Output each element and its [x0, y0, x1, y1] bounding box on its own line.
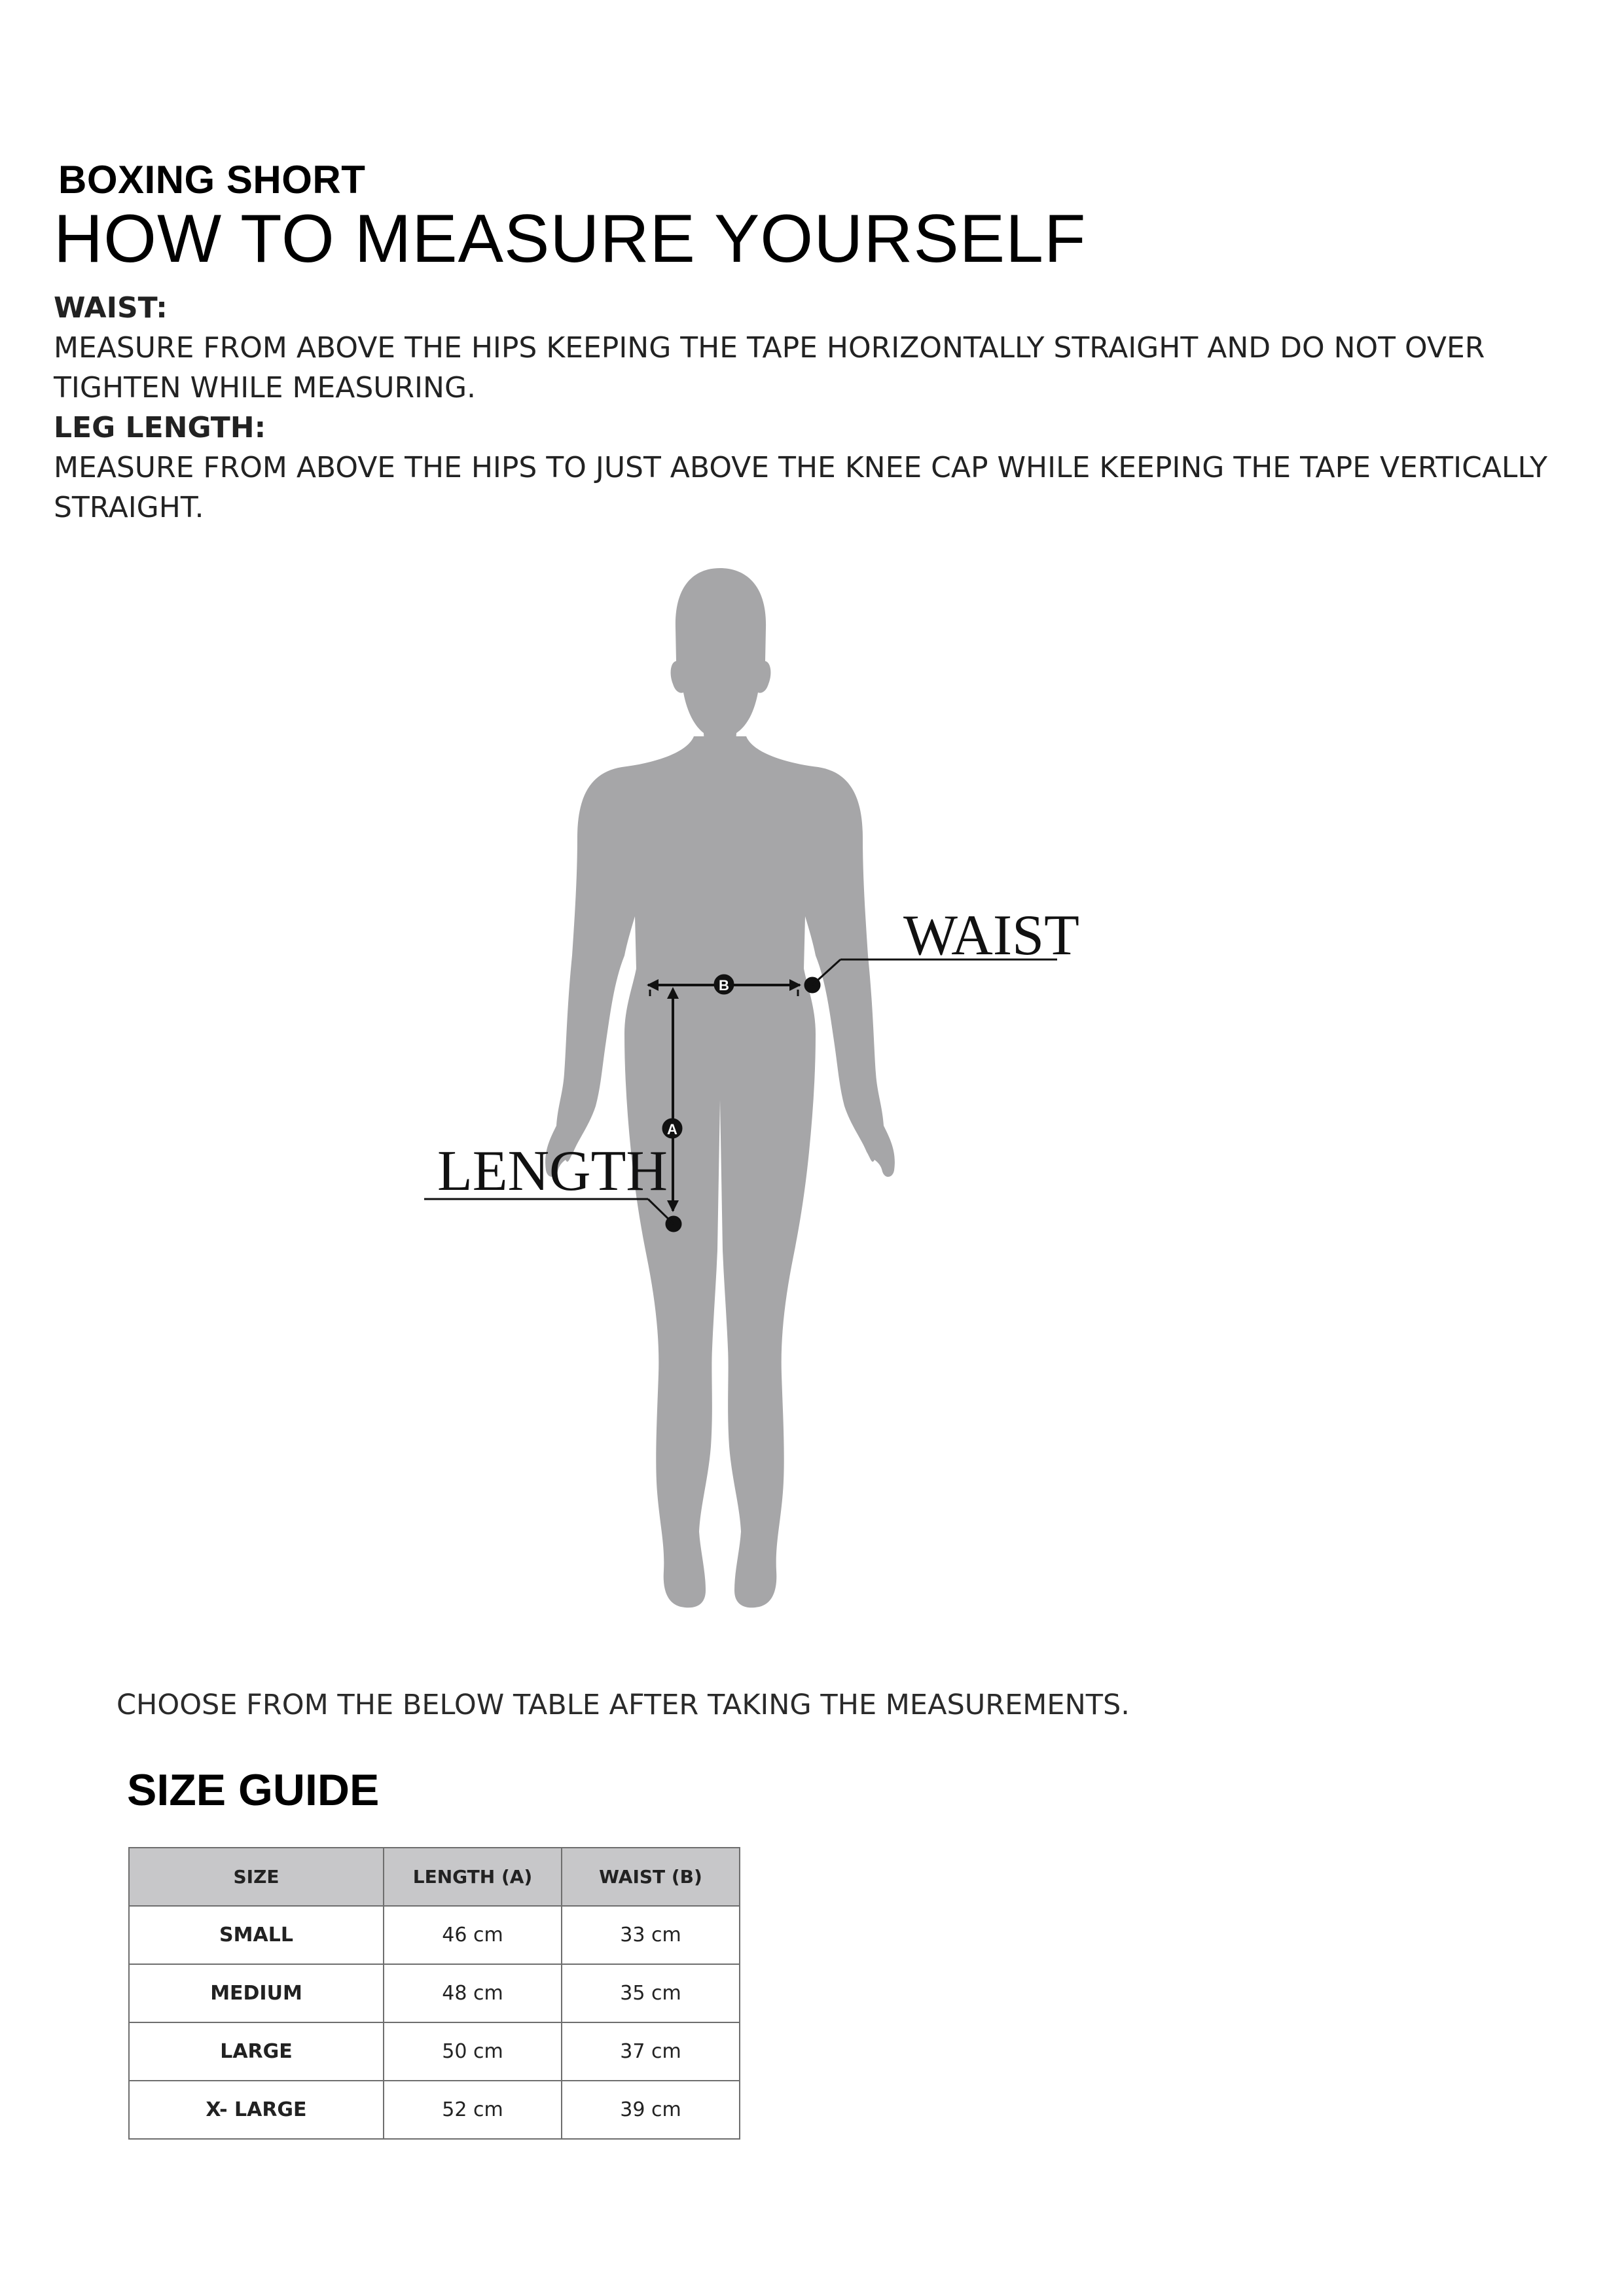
header-size: SIZE: [129, 1848, 384, 1906]
table-header-row: [129, 1848, 740, 1906]
page-title: HOW TO MEASURE YOURSELF: [54, 201, 1087, 277]
body-silhouette: [545, 568, 895, 1607]
size-cell: LARGE: [129, 2022, 384, 2081]
body-silhouette-diagram: [0, 543, 1624, 1617]
waist-cell: 35 cm: [562, 1964, 740, 2022]
table-row: [129, 1964, 740, 2022]
size-cell: SMALL: [129, 1906, 384, 1964]
table-row: [129, 2081, 740, 2139]
marker-b-letter: B: [719, 977, 729, 994]
waist-cell: 33 cm: [562, 1906, 740, 1964]
choose-instruction: CHOOSE FROM THE BELOW TABLE AFTER TAKING THE MEASUREMENTS.: [117, 1689, 1130, 1721]
length-label: LENGTH: [437, 1139, 668, 1203]
marker-a-letter: A: [667, 1121, 677, 1138]
leg-length-heading: LEG LENGTH:: [54, 411, 266, 444]
header-length: LENGTH (A): [384, 1848, 562, 1906]
length-cell: 46 cm: [384, 1906, 562, 1964]
waist-cell: 37 cm: [562, 2022, 740, 2081]
size-cell: X- LARGE: [129, 2081, 384, 2139]
table-row: [129, 2022, 740, 2081]
size-cell: MEDIUM: [129, 1964, 384, 2022]
header-waist: WAIST (B): [562, 1848, 740, 1906]
leg-length-instruction: MEASURE FROM ABOVE THE HIPS TO JUST ABOVE THE KNEE CAP WHILE KEEPING THE TAPE VERTICALLY STRAIGHT.: [54, 451, 1547, 524]
product-name: BOXING SHORT: [58, 158, 366, 202]
size-guide-title: SIZE GUIDE: [127, 1765, 380, 1815]
measurement-instructions: [54, 288, 1585, 528]
waist-instruction: MEASURE FROM ABOVE THE HIPS KEEPING THE TAPE HORIZONTALLY STRAIGHT AND DO NOT OVER TIGHTEN WHILE MEASURING.: [54, 331, 1485, 404]
size-guide-table: [128, 1847, 740, 2140]
length-cell: 50 cm: [384, 2022, 562, 2081]
waist-label: WAIST: [903, 904, 1079, 967]
waist-cell: 39 cm: [562, 2081, 740, 2139]
waist-heading: WAIST:: [54, 291, 168, 325]
measurement-figure: [0, 543, 1624, 1617]
table-row: [129, 1906, 740, 1964]
length-cell: 48 cm: [384, 1964, 562, 2022]
length-cell: 52 cm: [384, 2081, 562, 2139]
